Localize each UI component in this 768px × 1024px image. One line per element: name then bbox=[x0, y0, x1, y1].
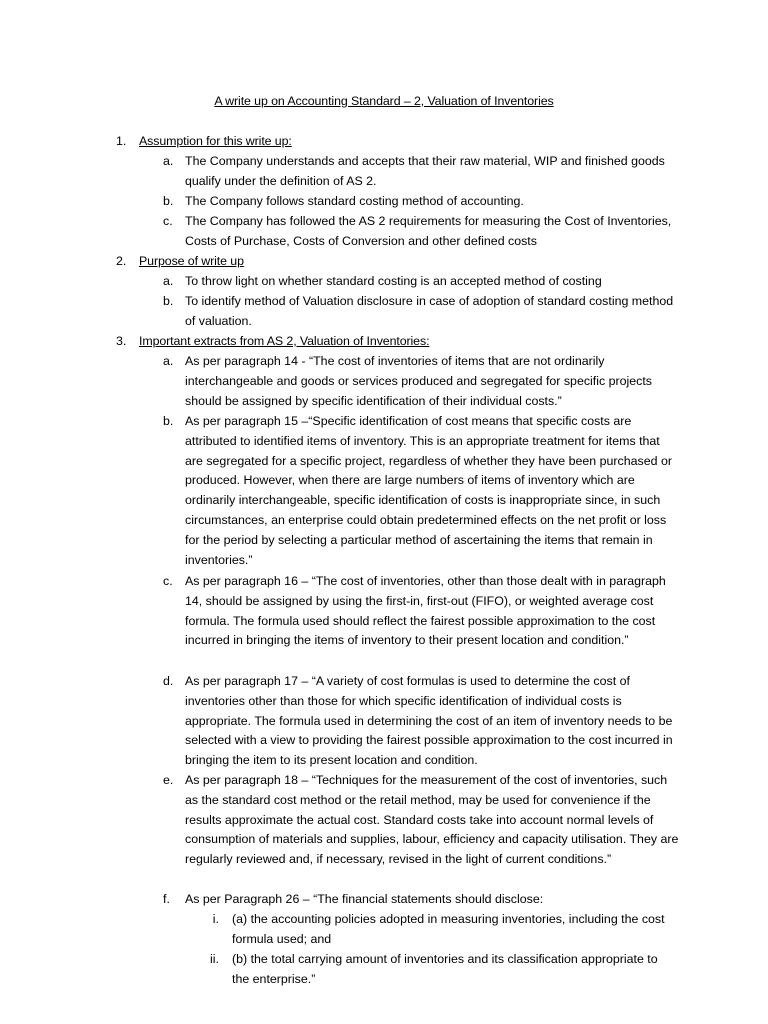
item-marker: b. bbox=[163, 414, 174, 428]
sub-item-text: (a) the accounting policies adopted in measuring inventories, including the cost formula used; and bbox=[232, 912, 665, 946]
item-text: As per paragraph 15 –“Specific identification of cost means that specific costs are attributed to identified items of inventory. This is an appropriate treatment for items that are segregated for a specific project, regardless of whether they have been purchased or produced. However, when there are large numbers of items of inventory which are ordinarily interchangeable, specific identification of costs is inappropriate since, in such circumstances, an enterprise could obtain predetermined effects on the net profit or loss for the period by selecting a particular method of ascertaining the items that remain in inventories.” bbox=[185, 414, 672, 567]
document-title: A write up on Accounting Standard – 2, Valuation of Inventories bbox=[214, 94, 554, 108]
section-number: 3. bbox=[116, 334, 127, 348]
sub-item-marker: i. bbox=[212, 912, 219, 926]
item-text: To identify method of Valuation disclosure in case of adoption of standard costing method of valuation. bbox=[185, 294, 674, 328]
item-text: The Company has followed the AS 2 requirements for measuring the Cost of Inventories, Costs of Purchase, Costs of Conversion and other defined costs bbox=[185, 214, 672, 248]
item-marker: c. bbox=[163, 574, 173, 588]
item-text: As per Paragraph 26 – “The financial statements should disclose: bbox=[185, 892, 544, 906]
item-text: The Company follows standard costing method of accounting. bbox=[185, 194, 524, 208]
item-marker: d. bbox=[163, 674, 174, 688]
item-text: The Company understands and accepts that their raw material, WIP and finished goods qualify under the definition of AS 2. bbox=[185, 154, 665, 188]
item-text: As per paragraph 17 – “A variety of cost formulas is used to determine the cost of inventories other than those for which specific identification of individual costs is appropriate. The formula used in determining the cost of an item of inventory needs to be selected with a view to providing the fairest possible approximation to the cost incurred in bringing the item to its present location and condition. bbox=[185, 674, 673, 768]
item-text: As per paragraph 14 - “The cost of inventories of items that are not ordinarily interchangeable and goods or services produced and segregated for specific projects should be assigned by specific identification of their individual costs.” bbox=[185, 354, 653, 408]
item-marker: e. bbox=[163, 773, 174, 787]
sub-item-text: (b) the total carrying amount of inventories and its classification appropriate to the enterprise.” bbox=[232, 952, 658, 986]
section-number: 2. bbox=[116, 254, 127, 268]
item-marker: a. bbox=[163, 354, 174, 368]
sub-item-marker: ii. bbox=[210, 952, 219, 966]
section-heading: Assumption for this write up: bbox=[139, 134, 292, 148]
item-marker: c. bbox=[163, 214, 173, 228]
section-heading: Purpose of write up bbox=[139, 254, 244, 268]
item-text: To throw light on whether standard costing is an accepted method of costing bbox=[185, 274, 602, 288]
section-number: 1. bbox=[116, 134, 127, 148]
item-marker: f. bbox=[163, 892, 170, 906]
item-marker: b. bbox=[163, 294, 174, 308]
item-marker: a. bbox=[163, 154, 174, 168]
item-text: As per paragraph 18 – “Techniques for the measurement of the cost of inventories, such as the standard cost method or the retail method, may be used for convenience if the results approximate the actual cost. Standard costs take into account normal levels of consumption of materials and supplies, labour, efficiency and capacity utilisation. They are regularly reviewed and, if necessary, revised in the light of current conditions.” bbox=[185, 773, 679, 867]
section-heading: Important extracts from AS 2, Valuation of Inventories: bbox=[139, 334, 430, 348]
item-marker: a. bbox=[163, 274, 174, 288]
item-marker: b. bbox=[163, 194, 174, 208]
item-text: As per paragraph 16 – “The cost of inventories, other than those dealt with in paragraph 14, should be assigned by using the first-in, first-out (FIFO), or weighted average cost formula. The formula used should reflect the fairest possible approximation to the cost incurred in bringing the items of inventory to their present location and condition.” bbox=[185, 574, 666, 648]
